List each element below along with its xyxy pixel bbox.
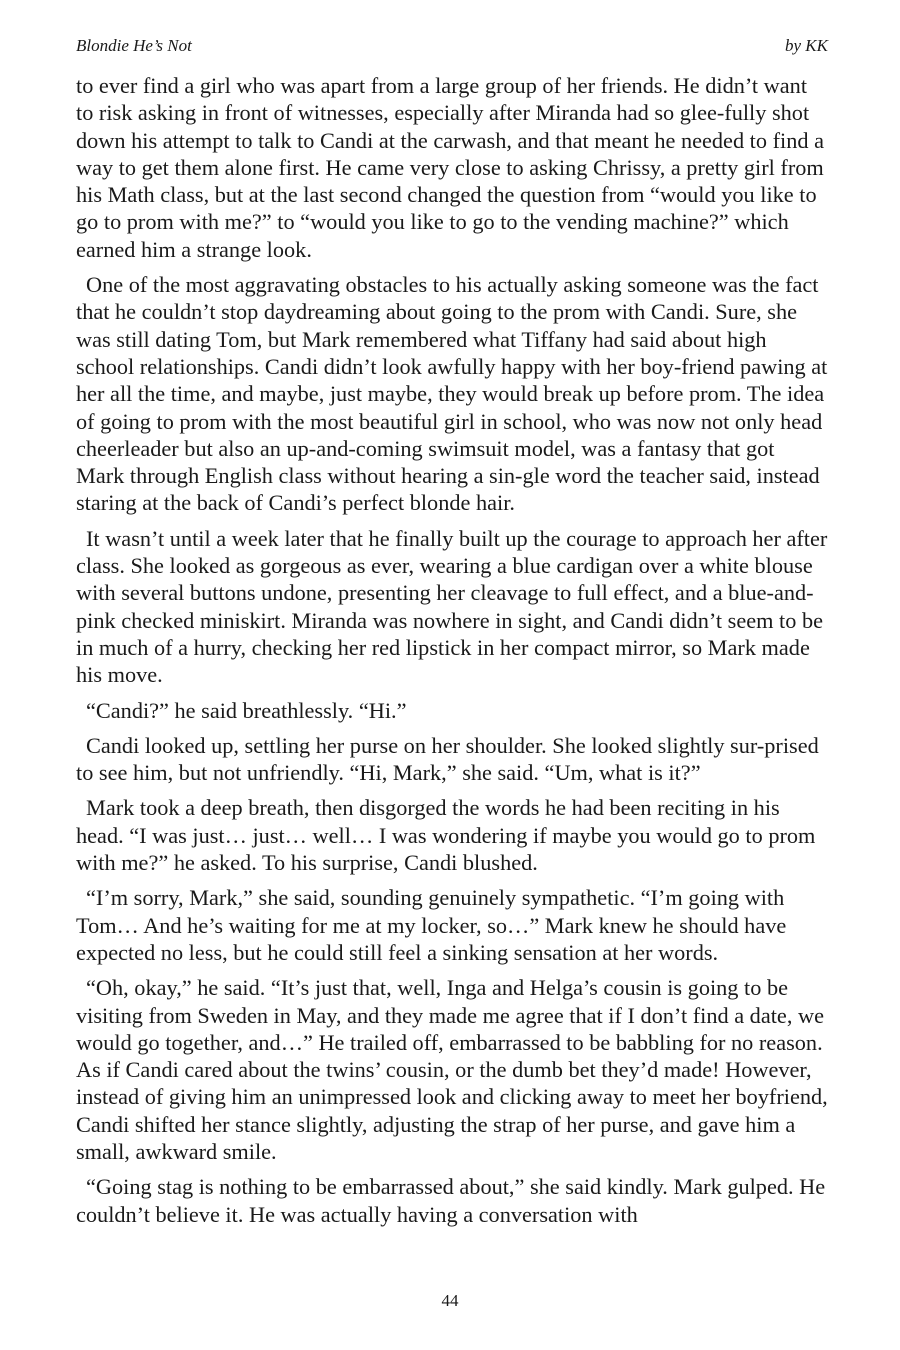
paragraph: “I’m sorry, Mark,” she said, sounding genuinely sympathetic. “I’m going with Tom… And he’s waiting for me at my locker, so…” Mark knew he should have expected no less, but he could still feel a sinking sensation at her words. [76, 885, 787, 965]
paragraph: One of the most aggravating obstacles to his actually asking someone was the fact that he couldn’t stop daydreaming about going to the prom with Candi. Sure, she was still dating Tom, but Mark remembered what Tiffany had said about high school relationships. Candi didn’t look awfully happy with her boy-friend pawing at her all the time, and maybe, just maybe, they would break up before prom. The idea of going to prom with the most beautiful girl in school, who was now not only head cheerleader but also an up-and-coming swimsuit model, was a fantasy that got Mark through English class without hearing a sin-gle word the teacher said, instead staring at the back of Candi’s perfect blonde hair. [76, 272, 828, 516]
paragraph: “Oh, okay,” he said. “It’s just that, well, Inga and Helga’s cousin is going to be visiting from Sweden in May, and they made me agree that if I don’t find a date, we would go together, and…” He trailed off, embarrassed to be babbling for no reason. As if Candi cared about the twins’ cousin, or the dumb bet they’d made! However, instead of giving him an unimpressed look and clicking away to meet her boyfriend, Candi shifted her stance slightly, adjusting the strap of her purse, and gave him a small, awkward smile. [76, 975, 828, 1164]
running-header [76, 34, 828, 58]
book-author: by KK [785, 36, 828, 55]
book-title: Blondie He’s Not [76, 36, 192, 55]
paragraph: Mark took a deep breath, then disgorged the words he had been reciting in his head. “I was just… just… well… I was wondering if maybe you would go to prom with me?” he asked. To his surprise, Candi blushed. [76, 795, 816, 876]
paragraph: Candi looked up, settling her purse on her shoulder. She looked slightly sur-prised to see him, but not unfriendly. “Hi, Mark,” she said. “Um, what is it?” [76, 732, 819, 786]
paragraph: “Candi?” he said breathlessly. “Hi.” [86, 697, 407, 723]
page-number: 44 [441, 1291, 459, 1310]
paragraph: “Going stag is nothing to be embarrassed about,” she said kindly. Mark gulped. He couldn’t believe it. He was actually having a conversation with [76, 1174, 826, 1227]
body-text [76, 72, 828, 1236]
paragraph: It wasn’t until a week later that he finally built up the courage to approach her after class. She looked as gorgeous as ever, wearing a blue cardigan over a white blouse with several buttons undone, presenting her cleavage to full effect, and a blue-and-pink checked miniskirt. Miranda was nowhere in sight, and Candi didn’t seem to be in much of a hurry, checking her red lipstick in her compact mirror, so Mark made his move. [76, 525, 828, 688]
paragraph-continued: to ever find a girl who was apart from a large group of her friends. He didn’t want to risk asking in front of witnesses, especially after Miranda had so glee-fully shot down his attempt to talk to Candi at the carwash, and that meant he needed to find a way to get them alone first. He came very close to asking Chrissy, a pretty girl from his Math class, but at the last second changed the question from “would you like to go to prom with me?” to “would you like to go to the vending machine?” which earned him a strange look. [76, 73, 824, 262]
